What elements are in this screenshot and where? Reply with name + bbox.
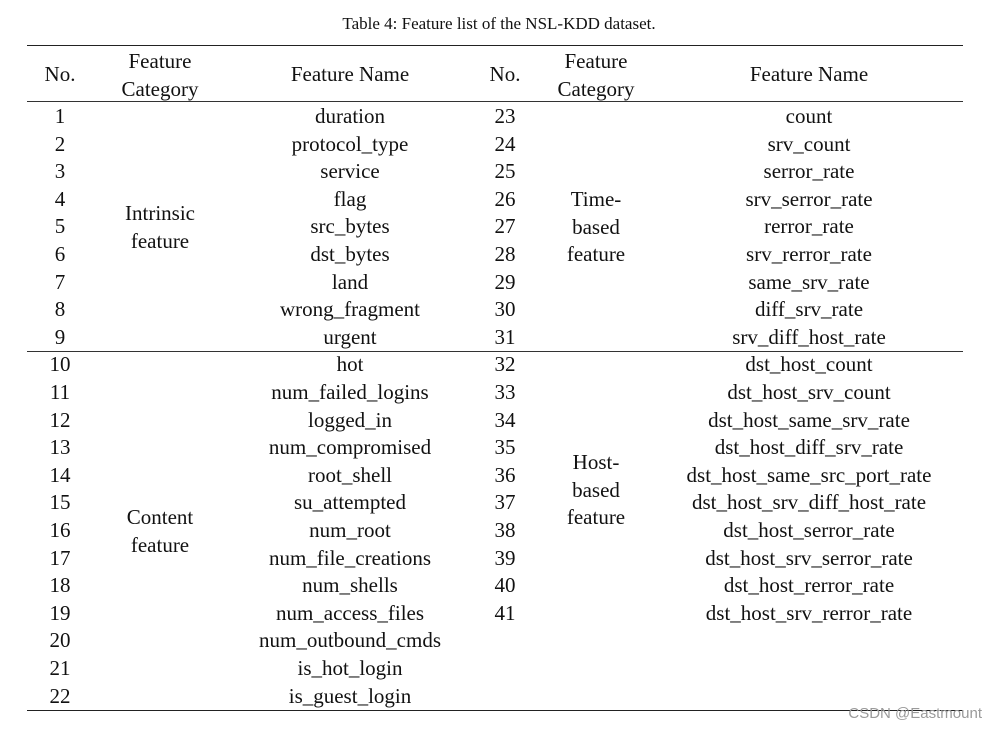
- row-number: 41: [494, 600, 516, 625]
- row-number: 30: [494, 297, 516, 322]
- category-line: feature: [130, 532, 190, 557]
- feature-name-cell: srv_diff_host_rate: [732, 324, 886, 349]
- row-number: 37: [494, 490, 516, 515]
- row-number: 23: [494, 104, 516, 128]
- row-number: 3: [54, 159, 66, 184]
- feature-name-cell: duration: [315, 104, 385, 128]
- category-line: feature: [566, 242, 626, 267]
- header-no-right: No.: [489, 62, 521, 86]
- category-time-based-feature: [534, 186, 658, 269]
- row-number: 4: [54, 186, 66, 211]
- row-number: 9: [54, 324, 66, 349]
- row-number: 22: [49, 683, 71, 708]
- header-no-left: No.: [44, 62, 76, 86]
- table-caption: Table 4: Feature list of the NSL-KDD dataset.: [342, 14, 656, 33]
- row-number: 14: [49, 462, 71, 487]
- header-category-line2: Category: [121, 77, 199, 101]
- bottom-rule: [27, 710, 963, 711]
- row-number: 10: [49, 352, 71, 377]
- feature-name-cell: service: [320, 159, 380, 184]
- category-line: Intrinsic: [125, 201, 195, 225]
- row-number: 33: [494, 380, 516, 404]
- row-number: 25: [494, 159, 516, 184]
- feature-name-cell: same_srv_rate: [748, 269, 870, 294]
- feature-name-cell: dst_host_srv_serror_rate: [705, 545, 913, 570]
- feature-name-cell: dst_host_srv_rerror_rate: [705, 600, 913, 625]
- feature-name-cell: dst_host_same_srv_rate: [708, 407, 910, 432]
- row-number: 26: [494, 186, 516, 211]
- feature-name-cell: dst_host_srv_count: [727, 380, 891, 404]
- row-number: 35: [494, 435, 516, 460]
- row-number: 5: [54, 214, 66, 239]
- category-line: Host-: [572, 450, 620, 474]
- row-number: 31: [494, 324, 516, 349]
- feature-name-cell: dst_bytes: [310, 242, 390, 266]
- row-number: 17: [49, 545, 71, 570]
- feature-name-cell: num_root: [309, 518, 391, 542]
- feature-name-cell: su_attempted: [294, 490, 406, 515]
- feature-name-cell: num_access_files: [275, 600, 425, 625]
- row-number: 29: [494, 269, 516, 294]
- feature-name-cell: src_bytes: [310, 214, 390, 239]
- feature-name-cell: num_shells: [302, 573, 398, 598]
- row-number: 1: [54, 104, 66, 128]
- row-number: 28: [494, 242, 516, 266]
- row-number: 7: [54, 269, 66, 294]
- category-line: based: [572, 477, 620, 502]
- feature-name-cell: dst_host_rerror_rate: [723, 573, 895, 598]
- watermark: CSDN @Eastmount: [848, 705, 982, 722]
- category-content-feature: [98, 504, 222, 559]
- row-number: 27: [494, 214, 516, 239]
- row-number: 36: [494, 462, 516, 487]
- feature-name-cell: dst_host_srv_diff_host_rate: [691, 490, 927, 515]
- feature-name-cell: num_file_creations: [268, 545, 432, 570]
- feature-name-cell: srv_serror_rate: [745, 186, 873, 211]
- row-number: 6: [54, 242, 66, 266]
- row-number: 2: [54, 131, 66, 156]
- feature-name-cell: dst_host_serror_rate: [723, 518, 895, 542]
- feature-name-cell: is_guest_login: [288, 683, 412, 708]
- feature-name-cell: land: [331, 269, 369, 294]
- feature-name-cell: num_compromised: [268, 435, 432, 460]
- row-number: 38: [494, 518, 516, 542]
- row-number: 20: [49, 628, 71, 653]
- header-category-right: [534, 47, 658, 103]
- feature-name-cell: count: [785, 104, 833, 128]
- header-category-left: [98, 47, 222, 103]
- feature-name-cell: dst_host_same_src_port_rate: [686, 462, 932, 487]
- category-line: feature: [130, 228, 190, 253]
- category-line: Content: [126, 505, 194, 529]
- category-line: Time-: [570, 187, 622, 211]
- feature-name-cell: rerror_rate: [764, 214, 854, 239]
- header-category-line1: Feature: [564, 49, 628, 73]
- row-number: 8: [54, 297, 66, 322]
- feature-name-cell: protocol_type: [291, 131, 409, 156]
- feature-name-cell: srv_count: [767, 131, 851, 156]
- row-number: 34: [494, 407, 516, 432]
- row-number: 12: [49, 407, 71, 432]
- feature-name-cell: urgent: [323, 324, 377, 349]
- category-line: feature: [566, 505, 626, 530]
- feature-name-cell: wrong_fragment: [280, 297, 420, 322]
- category-intrinsic-feature: [98, 200, 222, 255]
- feature-name-cell: srv_rerror_rate: [746, 242, 872, 266]
- row-number: 40: [494, 573, 516, 598]
- row-number: 39: [494, 545, 516, 570]
- feature-name-cell: is_hot_login: [297, 656, 403, 680]
- feature-name-cell: num_failed_logins: [271, 380, 429, 404]
- feature-name-cell: diff_srv_rate: [754, 297, 864, 322]
- feature-name-cell: logged_in: [308, 407, 392, 432]
- row-number: 32: [494, 352, 516, 377]
- row-number: 13: [49, 435, 71, 460]
- header-name-left: Feature Name: [290, 62, 410, 86]
- row-number: 21: [49, 656, 71, 680]
- category-host-based-feature: [534, 449, 658, 532]
- row-number: 19: [49, 600, 71, 625]
- header-category-line2: Category: [557, 77, 635, 101]
- top-rule: [27, 45, 963, 46]
- row-number: 15: [49, 490, 71, 515]
- header-category-line1: Feature: [128, 49, 192, 73]
- row-number: 11: [49, 380, 71, 404]
- feature-name-cell: num_outbound_cmds: [259, 628, 441, 653]
- feature-name-cell: dst_host_diff_srv_rate: [714, 435, 904, 460]
- feature-name-cell: dst_host_count: [745, 352, 873, 377]
- row-number: 24: [494, 131, 516, 156]
- header-name-right: Feature Name: [749, 62, 869, 86]
- feature-name-cell: flag: [333, 186, 367, 211]
- category-line: based: [572, 214, 620, 239]
- feature-name-cell: hot: [336, 352, 364, 377]
- feature-name-cell: root_shell: [308, 462, 392, 487]
- feature-name-cell: serror_rate: [763, 159, 855, 184]
- row-number: 18: [49, 573, 71, 598]
- row-number: 16: [49, 518, 71, 542]
